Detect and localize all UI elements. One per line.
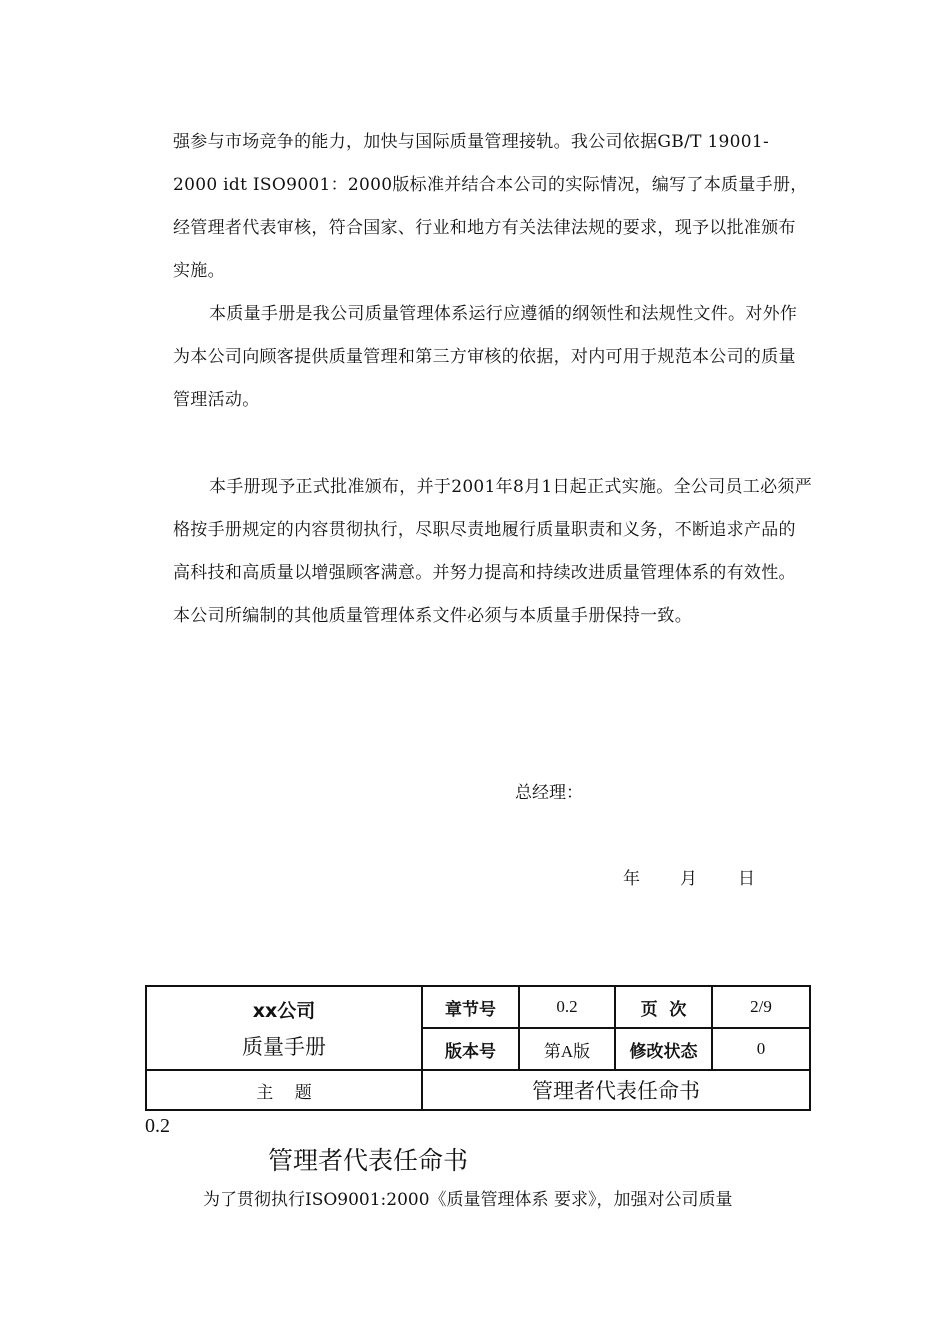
document-header-table xyxy=(145,985,811,1111)
page-label: 页 次 xyxy=(615,986,712,1028)
body-text-block xyxy=(173,121,813,422)
body-text-block-2 xyxy=(173,466,813,638)
paragraph-1: 强参与市场竞争的能力，加快与国际质量管理接轨。我公司依据GB/T 19001-2000 idt ISO9001：2000版标准并结合本公司的实际情况，编写了本质量手册，经管理者代表审核，符合国家、行业和地方有关法律法规的要求，现予以批准颁布实施。 xyxy=(173,132,808,281)
company-cell xyxy=(146,986,422,1070)
subject-label: 主 题 xyxy=(146,1070,422,1110)
revision-label: 修改状态 xyxy=(615,1028,712,1070)
paragraph-3: 本手册现予正式批准颁布，并于2001年8月1日起正式实施。全公司员工必须严格按手册规定的内容贯彻执行，尽职尽责地履行质量职责和义务，不断追求产品的高科技和高质量以增强顾客满意。并努力提高和持续改进质量管理体系的有效性。本公司所编制的其他质量管理体系文件必须与本质量手册保持一致。 xyxy=(173,477,812,626)
section-first-line: 为了贯彻执行ISO9001:2000《质量管理体系 要求》，加强对公司质量 xyxy=(203,1190,733,1210)
chapter-value: 0.2 xyxy=(519,986,615,1028)
manual-name: 质量手册 xyxy=(242,1034,326,1059)
version-label: 版本号 xyxy=(422,1028,519,1070)
page-value: 2/9 xyxy=(712,986,810,1028)
general-manager-label: 总经理： xyxy=(515,783,583,803)
signature-year: 年 xyxy=(623,869,640,889)
company-name: xx公司 xyxy=(252,999,316,1022)
version-value: 第A版 xyxy=(519,1028,615,1070)
revision-value: 0 xyxy=(712,1028,810,1070)
subject-value: 管理者代表任命书 xyxy=(422,1070,810,1110)
paragraph-2: 本质量手册是我公司质量管理体系运行应遵循的纲领性和法规性文件。对外作为本公司向顾客提供质量管理和第三方审核的依据，对内可用于规范本公司的质量管理活动。 xyxy=(173,304,798,410)
signature-month: 月 xyxy=(680,869,697,889)
section-number: 0.2 xyxy=(145,1115,170,1137)
signature-day: 日 xyxy=(738,869,755,889)
chapter-label: 章节号 xyxy=(422,986,519,1028)
section-title: 管理者代表任命书 xyxy=(268,1146,469,1175)
